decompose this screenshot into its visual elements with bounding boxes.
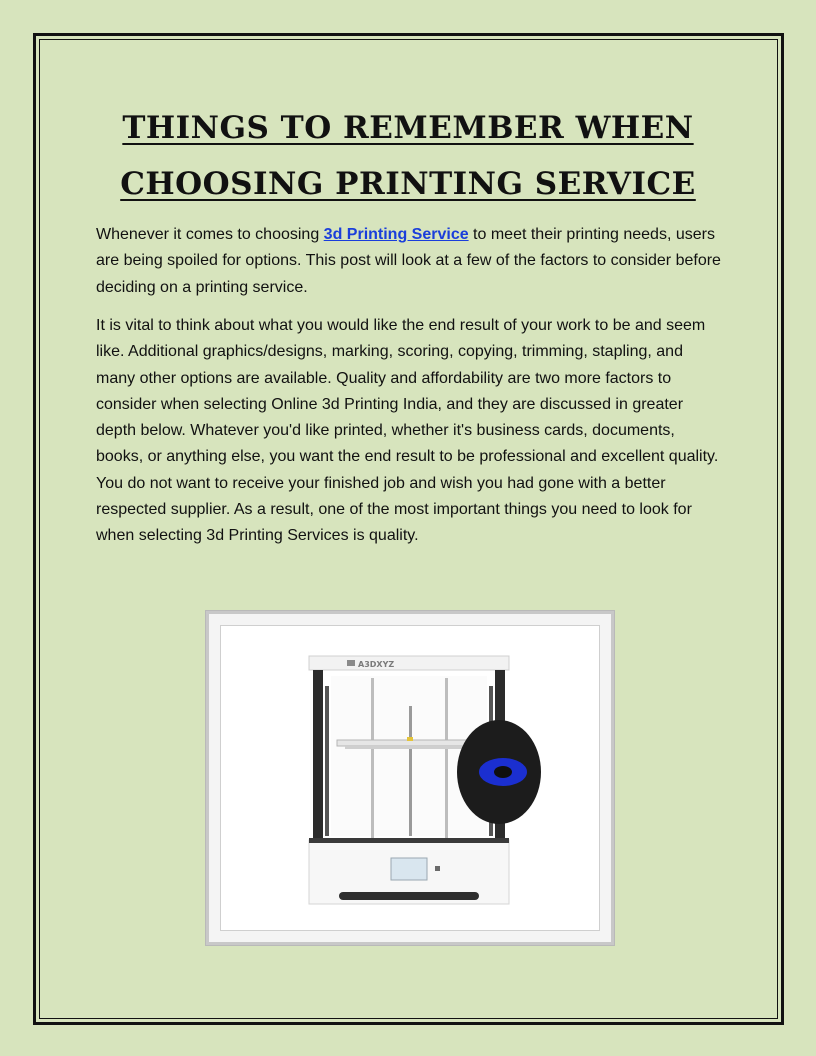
3d-printing-service-link[interactable]: 3d Printing Service xyxy=(323,226,469,243)
printer-photo xyxy=(220,625,600,931)
intro-paragraph xyxy=(96,222,726,301)
page-title xyxy=(60,100,756,212)
intro-text-before-link: Whenever it comes to choosing xyxy=(96,226,324,243)
lcd-screen xyxy=(391,858,427,880)
3d-printer-illustration xyxy=(221,626,599,930)
body-paragraph: It is vital to think about what you would like the end result of your work to be and seem like. Additional graphics/designs, marking, scoring, copying, trimming, stapling, and many other options are available. Quality and affordability are two more factors to consider when selecting Online 3d Printing India, and they are discussed in greater depth below. Whatever you'd like printed, whether it's business cards, documents, books, or anything else, you want the end result to be professional and excellent quality. You do not want to receive your finished job and wish you had gone with a better respected supplier. As a result, one of the most important things you need to look for when selecting 3d Printing Services is quality. xyxy=(96,317,719,545)
printer-photo-frame xyxy=(205,610,615,946)
page-title-line-2: CHOOSING PRINTING SERVICE xyxy=(120,166,696,202)
page-title-line-1: THINGS TO REMEMBER WHEN xyxy=(122,110,694,146)
filament-spool-icon xyxy=(457,720,541,824)
intro-text-after-link: to meet their printing needs, users are being spoiled for options. This post will look at a few of the factors to consider before deciding on a printing service. xyxy=(96,226,721,296)
brand-logo-text: A3DXYZ xyxy=(358,660,395,669)
